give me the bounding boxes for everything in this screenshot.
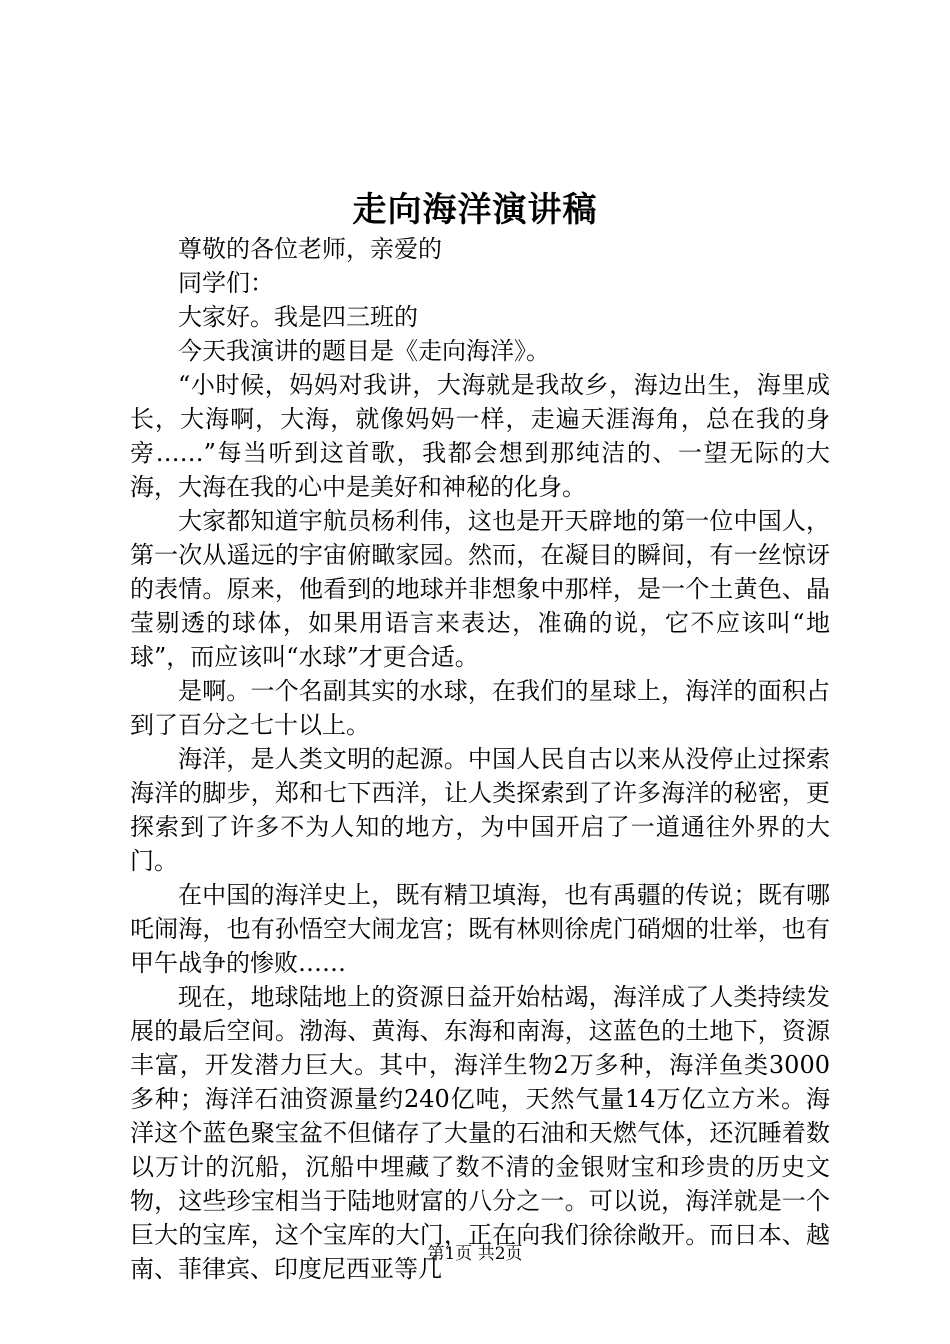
paragraph-civilization: 海洋，是人类文明的起源。中国人民自古以来从没停止过探索海洋的脚步，郑和七下西洋，让人类探索到了许多海洋的秘密，更探索到了许多不为人知的地方，为中国开启了一道通往外界的大门。 (130, 745, 830, 875)
document-body (130, 232, 830, 1286)
paragraph-topic: 今天我演讲的题目是《走向海洋》。 (178, 337, 550, 365)
paragraph-astronaut: 大家都知道宇航员杨利伟，这也是开天辟地的第一位中国人，第一次从遥远的宇宙俯瞰家园。然而，在凝目的瞬间，有一丝惊讶的表情。原来，他看到的地球并非想象中那样，是一个土黄色、晶莹剔透的球体，如果用语言来表达，准确的说，它不应该叫“地球”，而应该叫“水球”才更合适。 (130, 507, 830, 671)
paragraph-resources: 现在，地球陆地上的资源日益开始枯竭，海洋成了人类持续发展的最后空间。渤海、黄海、东海和南海，这蓝色的土地下，资源丰富，开发潜力巨大。其中，海洋生物2万多种，海洋鱼类3000多种；海洋石油资源量约240亿吨，天然气量14万亿立方米。海洋这个蓝色聚宝盆不但储存了大量的石油和天燃气体，还沉睡着数以万计的沉船，沉船中埋藏了数不清的金银财宝和珍贵的历史文物，这些珍宝相当于陆地财富的八分之一。可以说，海洋就是一个巨大的宝库，这个宝库的大门，正在向我们徐徐敞开。而日本、越南、菲律宾、印度尼西亚等几 (130, 983, 830, 1283)
paragraph-salutation-1: 尊敬的各位老师，亲爱的 (178, 235, 442, 263)
paragraph-salutation-2: 同学们： (178, 269, 274, 297)
page-number-footer: 第1页 共2页 (427, 1244, 523, 1264)
document-title: 走向海洋演讲稿 (352, 190, 598, 230)
paragraph-song: “小时候，妈妈对我讲，大海就是我故乡，海边出生，海里成长，大海啊，大海，就像妈妈一样，走遍天涯海角，总在我的身旁……”每当听到这首歌，我都会想到那纯洁的、一望无际的大海，大海在我的心中是美好和神秘的化身。 (130, 371, 830, 501)
paragraph-greeting: 大家好。我是四三班的 (178, 303, 418, 331)
paragraph-water-planet: 是啊。一个名副其实的水球，在我们的星球上，海洋的面积占到了百分之七十以上。 (130, 677, 830, 739)
paragraph-history: 在中国的海洋史上，既有精卫填海，也有禹疆的传说；既有哪吒闹海，也有孙悟空大闹龙宫；既有林则徐虎门硝烟的壮举，也有甲午战争的惨败…… (130, 881, 830, 977)
